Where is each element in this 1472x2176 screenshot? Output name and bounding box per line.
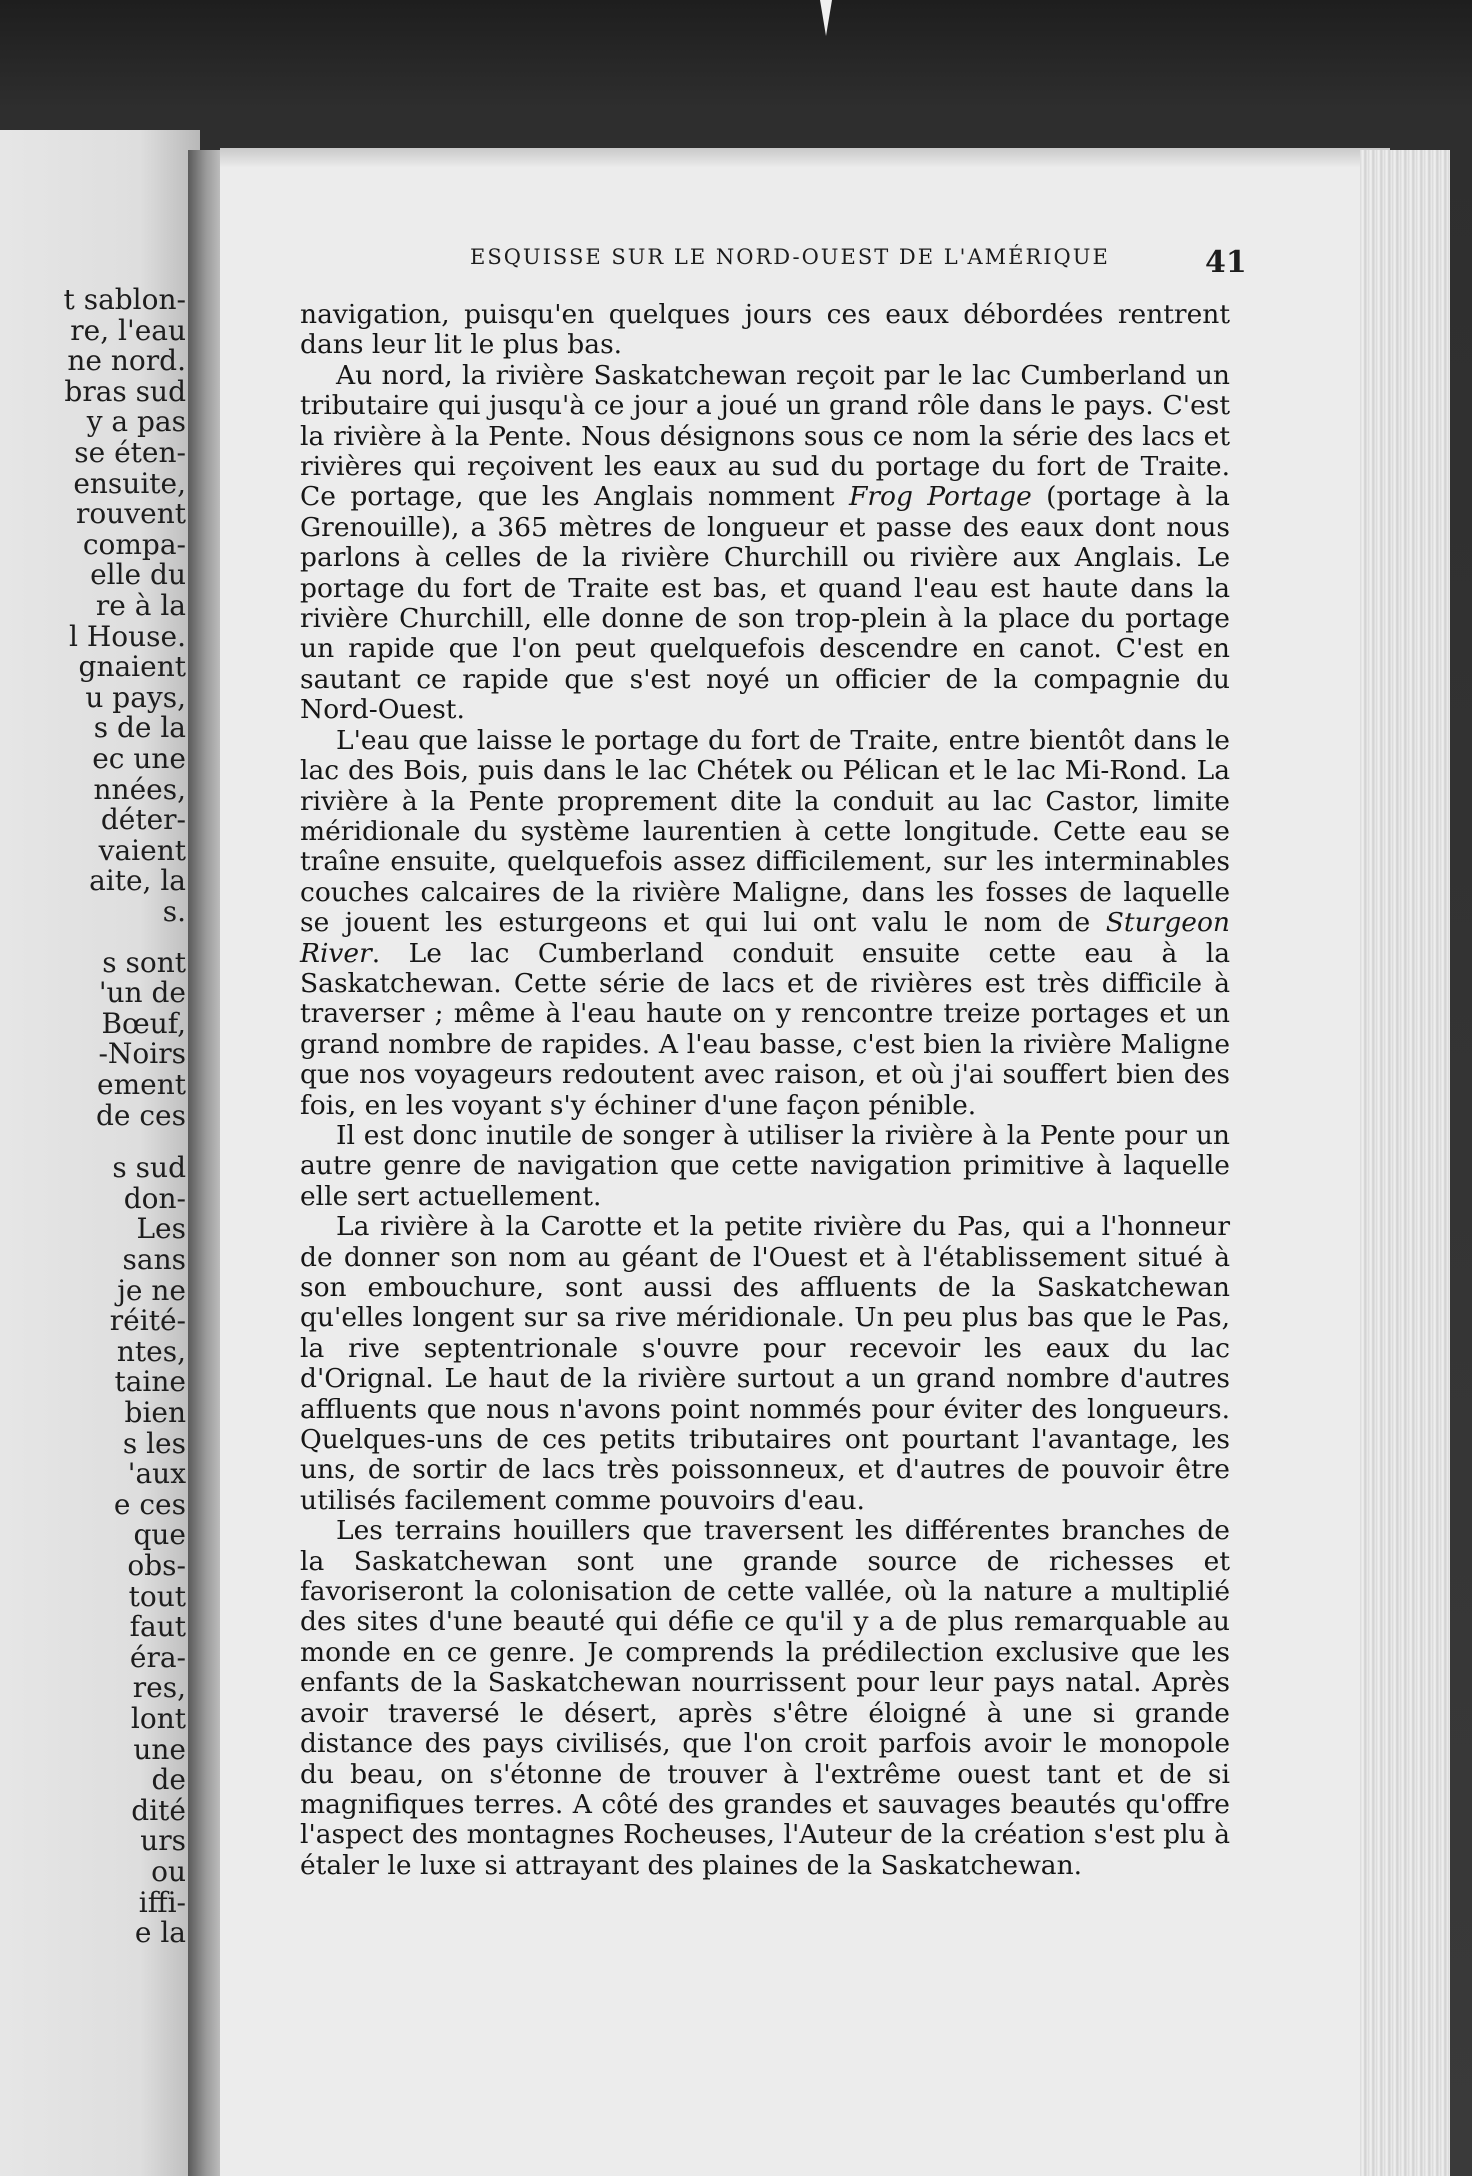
left-page-line: -Noirs: [98, 1037, 186, 1071]
left-page-line: ne nord.: [67, 344, 186, 378]
left-page: [0, 130, 200, 2176]
page-edges: [1360, 150, 1450, 2176]
left-page-line: ement: [97, 1068, 186, 1101]
left-page-line: Bœuf,: [101, 1006, 186, 1040]
page-top-shadow: [220, 148, 1390, 168]
left-page-line: s sont: [102, 945, 186, 979]
left-page-line: 'aux: [127, 1457, 186, 1491]
left-page-line: t sablon-: [63, 283, 186, 316]
left-page-line: une: [133, 1732, 186, 1766]
left-page-line: aite, la: [89, 864, 186, 898]
left-page-line: re, l'eau: [70, 313, 186, 347]
left-page-line: res,: [132, 1671, 186, 1705]
left-page-line: s sud: [112, 1151, 186, 1185]
left-page-line: que: [133, 1518, 186, 1552]
paragraph-6: Les terrains houillers que traversent les différentes branches de la Saskatchewan sont une grande source de richesses et favoriseront la colonisation de cette vallée, où la nature a multiplié des sites d'une beauté qui défie ce qu'il y a de plus remarquable au monde en ce genre. Je comprends la prédilection exclusive que les enfants de la Saskatchewan nourrissent pour leur pays natal. Après avoir traversé le désert, après s'être éloigné à une si grande distance des pays civilisés, que l'on croit parfois avoir le monopole du beau, on s'étonne de trouver à l'extrême ouest tant et de si magnifiques terres. A côté des grandes et sauvages beautés qu'offre l'aspect des montagnes Rocheuses, l'Auteur de la création s'est plu à étaler le luxe si attrayant des plaines de la Saskatchewan.: [300, 1515, 1230, 1881]
left-page-line: l House.: [68, 619, 186, 653]
left-page-line: dité: [131, 1793, 186, 1827]
left-page-line: lont: [130, 1702, 186, 1735]
left-page-line: rouvent: [76, 497, 186, 531]
left-page-line: je ne: [117, 1273, 186, 1307]
left-page-line: compa-: [82, 527, 186, 561]
left-page-line: réité-: [109, 1304, 186, 1338]
left-page-line: de: [151, 1763, 186, 1797]
left-page-line: obs-: [127, 1549, 186, 1582]
left-page-line: vaient: [98, 833, 186, 867]
left-page-line: sans: [122, 1243, 186, 1276]
left-page-line: u pays,: [85, 680, 186, 714]
paragraph-1: navigation, puisqu'en quelques jours ces eaux débordées rentrent dans leur lit le plus bas.: [300, 299, 1230, 361]
left-page-line: se éten-: [74, 436, 186, 469]
left-page-line: re à la: [95, 589, 186, 622]
left-page-line: bien: [124, 1396, 186, 1429]
left-page-line: faut: [129, 1610, 186, 1644]
left-page-line: don-: [123, 1181, 186, 1215]
left-page-line: déter-: [100, 803, 186, 837]
left-page-line: Les: [136, 1212, 186, 1246]
left-page-line: ec une: [92, 742, 186, 775]
left-page-line: e ces: [113, 1487, 186, 1521]
left-page-line: urs: [140, 1824, 186, 1858]
left-page-line: gnaient: [78, 650, 186, 684]
left-page-line: bras sud: [64, 374, 186, 408]
left-page-line: nnées,: [93, 772, 186, 806]
left-page-line: 'un de: [98, 976, 186, 1010]
left-page-line: ntes,: [116, 1334, 186, 1368]
left-page-line: de ces: [95, 1098, 186, 1132]
paragraph-3-pre: L'eau que laisse le portage du fort de Traite, entre bientôt dans le lac des Bois, puis dans le lac Chétek ou Pélican et le lac Mi-Rond. La rivière à la Pente proprement dite la conduit au lac Castor, limite méridionale du système laurentien à cette longitude. Cette eau se traîne ensuite, quelquefois assez difficilement, sur les interminables couches calcaires de la rivière Maligne, dans les fosses de laquelle se jouent les esturgeons et qui lui ont valu le nom de: [300, 724, 1230, 939]
scanner-marker: [820, 0, 832, 36]
left-page-line: taine: [114, 1365, 186, 1399]
running-header: ESQUISSE SUR LE NORD-OUEST DE L'AMÉRIQUE: [470, 245, 1110, 269]
left-page-line: iffi-: [138, 1885, 186, 1919]
left-page-line: ou: [151, 1855, 186, 1888]
left-page-line: s de la: [93, 711, 186, 745]
left-page-line: s les: [122, 1426, 186, 1460]
page-number: 41: [1205, 245, 1247, 280]
paragraph-3-italic: Sturgeon River: [300, 907, 1230, 969]
paragraph-4: Il est donc inutile de songer à utiliser la rivière à la Pente pour un autre genre de navigation que cette navigation primitive à laquelle elle sert actuellement.: [300, 1119, 1230, 1212]
paragraph-2-pre: Au nord, la rivière Saskatchewan reçoit par le lac Cumberland un tributaire qui jusqu'à ce jour a joué un grand rôle dans le pays. C'est la rivière à la Pente. Nous désignons sous ce nom la série des lacs et rivières qui reçoivent les eaux au sud du portage du fort de Traite. Ce portage, que les Anglais nomment: [300, 359, 1230, 513]
paragraph-2-italic: Frog Portage: [848, 481, 1032, 513]
paragraph-2-post: (portage à la Grenouille), a 365 mètres de longueur et passe des eaux dont nous parlons à celles de la rivière Churchill ou rivière aux Anglais. Le portage du fort de Traite est bas, et quand l'eau est haute dans la rivière Churchill, elle donne de son trop-plein à la place du portage un rapide que l'on peut quelquefois descendre en canot. C'est en sautant ce rapide que s'est noyé un officier de la compagnie du Nord-Ouest.: [300, 481, 1230, 726]
left-page-line: éra-: [129, 1640, 186, 1674]
left-page-line: s.: [162, 895, 186, 928]
left-page-line: tout: [128, 1579, 186, 1613]
left-page-line: elle du: [90, 558, 186, 592]
left-page-line: y a pas: [86, 405, 186, 439]
left-page-line: ensuite,: [73, 466, 186, 500]
paragraph-3-post: . Le lac Cumberland conduit ensuite cette eau à la Saskatchewan. Cette série de lacs et de rivières est très difficile à traverser ; même à l'eau haute on y rencontre treize portages et un grand nombre de rapides. A l'eau basse, c'est bien la rivière Maligne que nos voyageurs redoutent avec raison, et où j'ai souffert bien des fois, en les voyant s'y échiner d'une façon pénible.: [300, 937, 1230, 1121]
paragraph-5: La rivière à la Carotte et la petite rivière du Pas, qui a l'honneur de donner son nom au géant de l'Ouest et à l'établissement situé à son embouchure, sont aussi des affluents de la Saskatchewan qu'elles longent sur sa rive méridionale. Un peu plus bas que le Pas, la rive septentrionale s'ouvre pour recevoir les eaux du lac d'Orignal. Le haut de la rivière surtout a un grand nombre d'autres affluents que nous n'avons point nommés pour éviter des longueurs. Quelques-uns de ces petits tributaires ont pourtant l'avantage, les uns, de sortir de lacs très poissonneux, et d'autres de pouvoir être utilisés facilement comme pouvoirs d'eau.: [300, 1211, 1230, 1516]
paragraph-3: [300, 726, 1230, 1121]
paragraph-2: [300, 361, 1230, 726]
left-page-line: e la: [134, 1916, 186, 1950]
body-text: [300, 300, 1230, 1881]
